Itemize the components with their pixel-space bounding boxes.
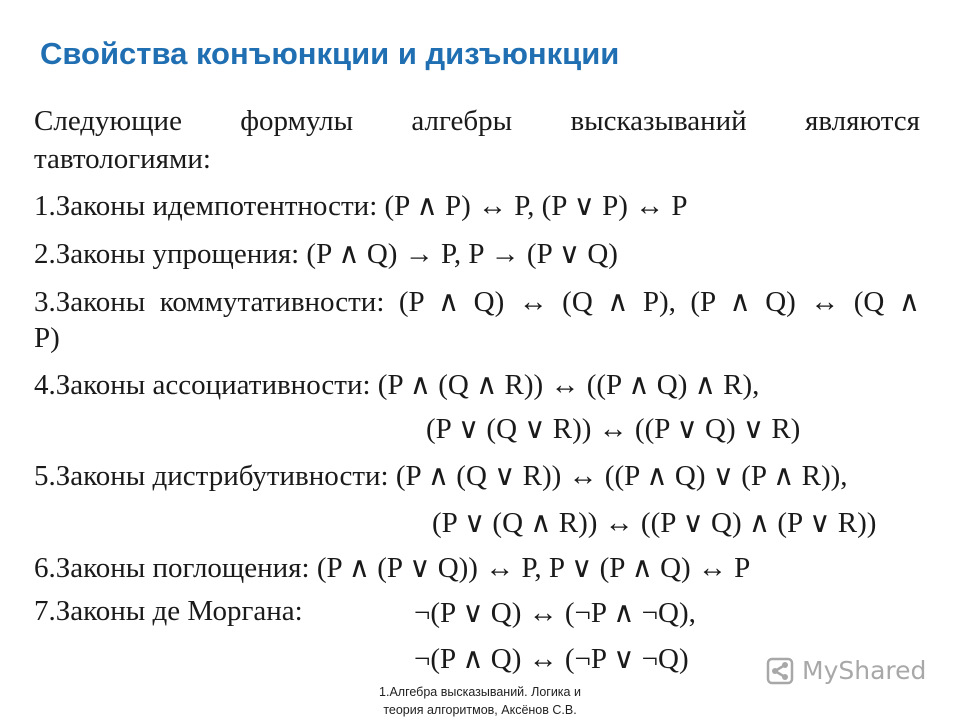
law-demorgan-formula2: ¬(P ∧ Q) ↔ (¬P ∨ ¬Q) [414,643,689,675]
law-demorgan-label: 7.Законы де Моргана: [34,595,303,627]
law-associativity-line1: 4.Законы ассоциативности: (P ∧ (Q ∧ R)) ↔ ((P ∧ Q) ∧ R), [34,369,760,401]
slide-footer [345,683,615,719]
watermark-text: MyShared [802,656,927,685]
law-idempotence: 1.Законы идемпотентности: (P ∧ P) ↔ P, (P ∨ P) ↔ P [34,190,688,222]
footer-line1: 1.Алгебра высказываний. Логика и [379,685,581,699]
share-logo-icon [766,657,794,685]
slide-title: Свойства конъюнкции и дизъюнкции [40,36,620,71]
law-simplification: 2.Законы упрощения: (P ∧ Q) → P, P → (P ∨ Q) [34,238,618,270]
law-commutativity-line2: P) [34,322,60,354]
intro-text-line2: тавтологиями: [34,143,211,175]
law-demorgan-formula1: ¬(P ∨ Q) ↔ (¬P ∧ ¬Q), [414,597,696,629]
law-distributivity-line2: (P ∨ (Q ∧ R)) ↔ ((P ∨ Q) ∧ (P ∨ R)) [432,507,877,539]
footer-line2: теория алгоритмов, Аксёнов С.В. [383,703,577,717]
law-absorption: 6.Законы поглощения: (P ∧ (P ∨ Q)) ↔ P, P ∨ (P ∧ Q) ↔ P [34,552,751,584]
law-associativity-line2: (P ∨ (Q ∨ R)) ↔ ((P ∨ Q) ∨ R) [426,413,801,445]
watermark [766,656,926,685]
law-distributivity-line1: 5.Законы дистрибутивности: (P ∧ (Q ∨ R)) ↔ ((P ∧ Q) ∨ (P ∧ R)), [34,460,848,492]
law-commutativity-line1: 3.Законы коммутативности: (P ∧ Q) ↔ (Q ∧ P), (P ∧ Q) ↔ (Q ∧ [34,286,920,318]
law-demorgan-line1 [34,595,696,629]
intro-text-line1: Следующие формулы алгебры высказываний являются [34,105,920,137]
